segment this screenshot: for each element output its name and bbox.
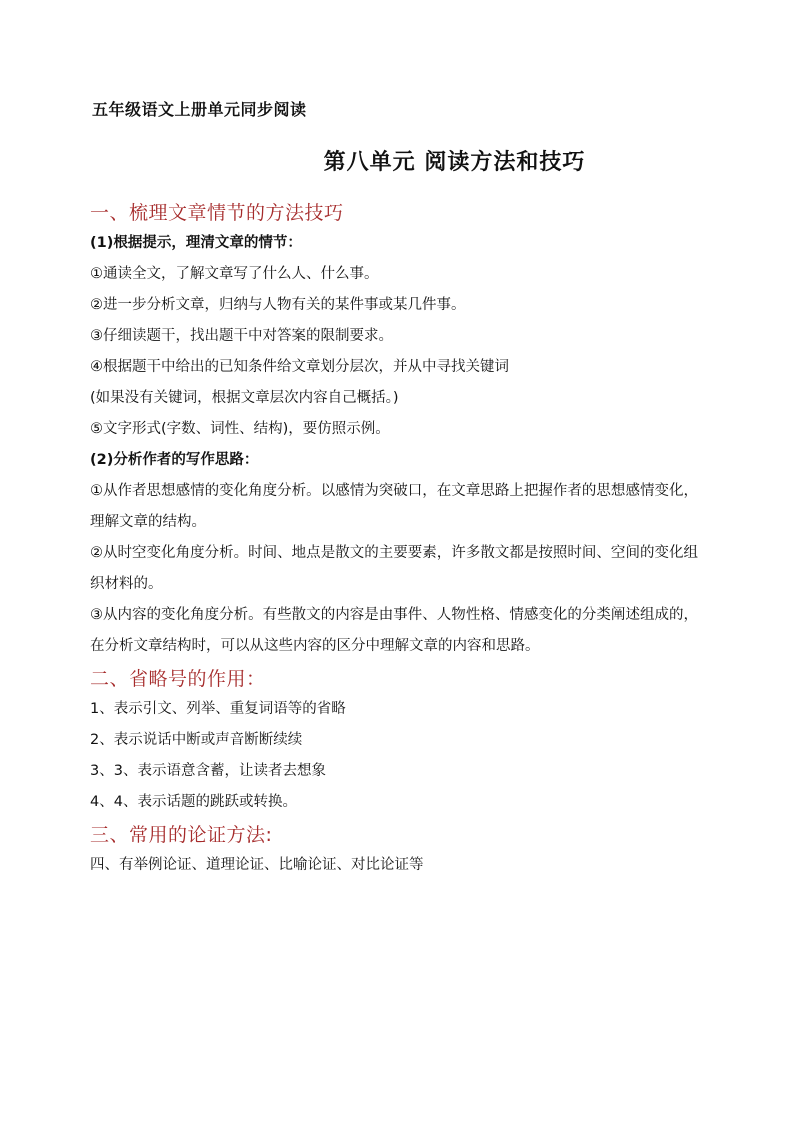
list-item: 四、有举例论证、道理论证、比喻论证、对比论证等 [90,857,424,873]
section-argument-methods [90,820,698,881]
section-heading: 一、梳理文章情节的方法技巧 [90,202,344,224]
document-title: 第八单元 阅读方法和技巧 [323,149,586,175]
list-item: 1、表示引文、列举、重复词语等的省略 [90,701,346,717]
section-heading: 二、省略号的作用： [90,668,266,690]
document-body [90,198,698,881]
list-item: ③仔细读题干，找出题干中对答案的限制要求。 [90,328,393,344]
paragraph: ①从作者思想感情的变化角度分析。以感情为突破口，在文章思路上把握作者的思想感情变化，理解文章的结构。 [90,483,698,530]
list-item: ⑤文字形式(字数、词性、结构)，要仿照示例。 [90,421,390,437]
list-item: 4、4、表示话题的跳跃或转换。 [90,794,297,810]
section-plot-methods [90,198,698,662]
list-item: ①通读全文，了解文章写了什么人、什么事。 [90,266,379,282]
paragraph: ③从内容的变化角度分析。有些散文的内容是由事件、人物性格、情感变化的分类阐述组成的，在分析文章结构时，可以从这些内容的区分中理解文章的内容和思路。 [90,607,698,654]
list-item: 2、表示说话中断或声音断断续续 [90,732,303,748]
paragraph: ②从时空变化角度分析。时间、地点是散文的主要要素，许多散文都是按照时间、空间的变化组织材料的。 [90,545,698,592]
list-item: ④根据题干中给出的已知条件给文章划分层次，并从中寻找关键词 [90,359,509,375]
document-header: 五年级语文上册单元同步阅读 [92,100,307,119]
subsection-heading: (2)分析作者的写作思路： [90,452,259,468]
list-item: ②进一步分析文章，归纳与人物有关的某件事或某几件事。 [90,297,466,313]
list-item: (如果没有关键词，根据文章层次内容自己概括。) [90,390,399,406]
subsection-heading: (1)根据提示，理清文章的情节： [90,235,302,251]
section-heading: 三、常用的论证方法: [90,824,273,846]
section-ellipsis [90,664,698,818]
list-item: 3、3、表示语意含蓄，让读者去想象 [90,763,326,779]
